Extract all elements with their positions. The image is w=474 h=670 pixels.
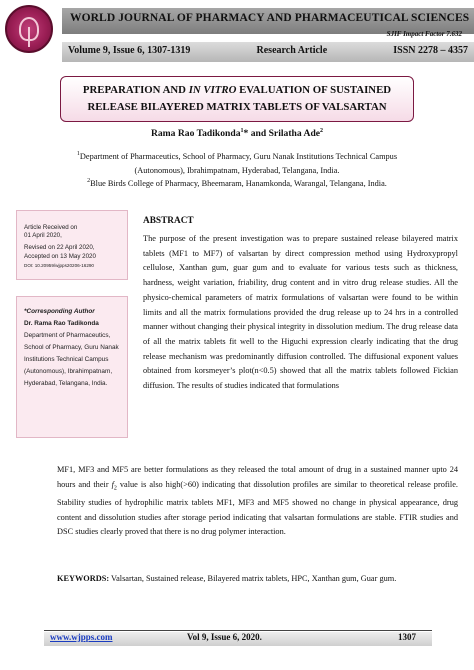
journal-title: WORLD JOURNAL OF PHARMACY AND PHARMACEUTICAL SCIENCES bbox=[70, 12, 470, 24]
abstract-continuation: MF1, MF3 and MF5 are better formulations as they released the total amount of drug in a sustained manner upto 24 hours and their $f_2$ value is also high(>60) indicating that dissolution profiles are similar to theoretical release profile. Stability studies of hydrophilic matrix tablets MF1, MF3 and MF5 showed no change in physical appearance, drug content and dissolution studies after storage period indicating that valsartan formulations are stable. FTIR studies and DSC studies clearly proved that there is no drug polymer interaction. bbox=[57, 465, 458, 537]
abstract-body: The purpose of the present investigation was to prepare sustained release bilayered matrix tablets (MF1 to MF7) of valsartan by direct compression method using Hydroxypropyl cellulose, Xanthan gum, guar gum and to evaluate for various tests such as thickness, hardness, weight variation, friability, drug content and in vitro drug release studies. All the physico-chemical parameters of matrix formulations of valsartan were found to be within limits and all the matrix formulations provided the drug release up to 24 hrs in a controlled manner without changing their physical integrity in dissolution medium. The drug release data of all the matrix tablets fit well to the Higuchi expression clearly indicating that the drug release mechanism was predominantly diffusion controlled. The diffusional exponent values obtained from korsmeyer’s plot(n<0.5) showed that all the matrix tablets followed Fickian diffusion. The results of studies indicated that formulations bbox=[143, 234, 458, 391]
author-1: Rama Rao Tadikonda bbox=[150, 128, 241, 139]
doi-text: DOI: 10.20959/wjpps20206-16290 bbox=[24, 262, 94, 268]
journal-logo-icon bbox=[5, 5, 53, 53]
footer-rule bbox=[44, 630, 432, 631]
author-line: Rama Rao Tadikonda$^1$* and Srilatha Ade$^2$ bbox=[150, 127, 324, 139]
journal-link[interactable]: www.wjpps.com bbox=[50, 632, 113, 642]
volume-row bbox=[68, 45, 468, 56]
article-type: Research Article bbox=[256, 45, 328, 56]
paper-title: PREPARATION AND IN VITRO EVALUATION OF SUSTAINED RELEASE BILAYERED MATRIX TABLETS OF VALSARTAN bbox=[82, 84, 392, 113]
keywords: KEYWORDS: Valsartan, Sustained release, Bilayered matrix tablets, HPC, Xanthan gum, Guar gum. bbox=[57, 574, 397, 583]
author-2: Srilatha Ade bbox=[268, 128, 321, 139]
affiliation-2: $^2$Blue Birds College of Pharmacy, Bheemaram, Hanamkonda, Warangal, Telangana, India. bbox=[87, 178, 387, 189]
impact-factor: SJIF Impact Factor 7.632 bbox=[386, 30, 462, 38]
affiliations bbox=[52, 150, 422, 191]
volume-issue: Volume 9, Issue 6, 1307-1319 bbox=[68, 45, 191, 56]
abstract-heading: ABSTRACT bbox=[143, 216, 194, 226]
corresponding-author: *Corresponding Author Dr. Rama Rao Tadikonda Department of Pharmaceutics, School of Pharmacy, Guru Nanak Institutions Technical Campus (Autonomous), Ibrahimpatnam, Hyderabad, Telangana, India. bbox=[24, 308, 119, 387]
page-number: 1307 bbox=[398, 632, 416, 642]
footer-volume: Vol 9, Issue 6, 2020. bbox=[187, 632, 262, 642]
affiliation-1: $^1$Department of Pharmaceutics, School of Pharmacy, Guru Nanak Institutions Technical Campus (Autonomous), Ibrahimpatnam, Hyderabad, Telangana, India. bbox=[76, 151, 398, 175]
issn: ISSN 2278 – 4357 bbox=[393, 45, 468, 56]
article-info: Article Received on 01 April 2020, Revised on 22 April 2020, Accepted on 13 May 2020 DOI: 10.20959/wjpps20206-16290 bbox=[24, 224, 124, 270]
journal-header bbox=[0, 0, 474, 64]
